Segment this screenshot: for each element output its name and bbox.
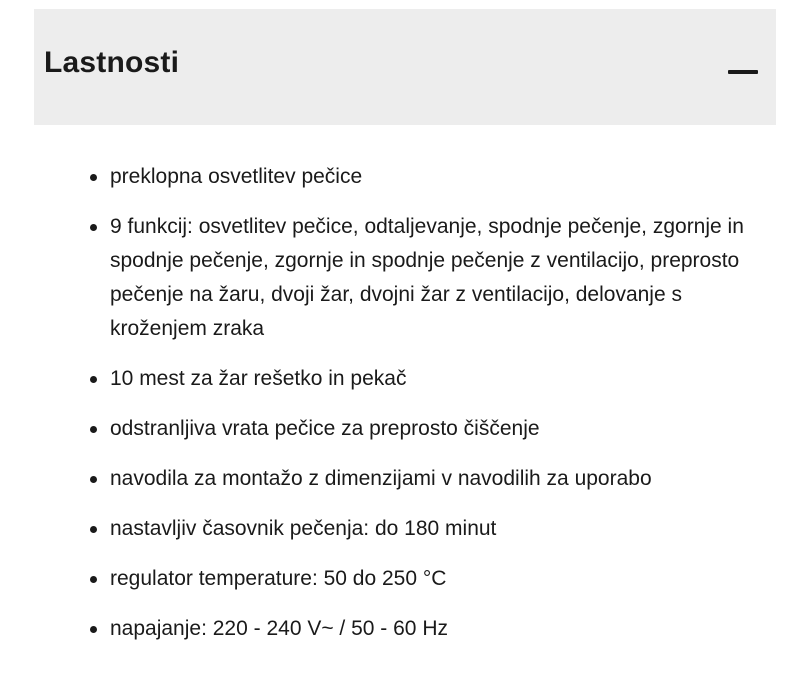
bullet-icon — [90, 626, 97, 633]
list-item — [88, 210, 768, 346]
minus-icon[interactable] — [728, 70, 758, 74]
list-item — [88, 562, 768, 596]
list-item — [88, 612, 768, 646]
features-list — [88, 160, 768, 662]
feature-text: regulator temperature: 50 do 250 °C — [110, 567, 447, 590]
properties-accordion — [34, 9, 776, 125]
bullet-icon — [90, 376, 97, 383]
bullet-icon — [90, 526, 97, 533]
list-item — [88, 512, 768, 546]
feature-text: napajanje: 220 - 240 V~ / 50 - 60 Hz — [110, 617, 448, 640]
feature-text: odstranljiva vrata pečice za preprosto čiščenje — [110, 417, 540, 440]
list-item — [88, 412, 768, 446]
feature-text: 10 mest za žar rešetko in pekač — [110, 367, 407, 390]
bullet-icon — [90, 576, 97, 583]
bullet-icon — [90, 426, 97, 433]
bullet-icon — [90, 174, 97, 181]
list-item — [88, 462, 768, 496]
accordion-title: Lastnosti — [44, 46, 180, 79]
list-item — [88, 160, 768, 194]
list-item — [88, 362, 768, 396]
accordion-header[interactable] — [34, 9, 776, 125]
bullet-icon — [90, 224, 97, 231]
feature-text: preklopna osvetlitev pečice — [110, 165, 363, 188]
feature-text: nastavljiv časovnik pečenja: do 180 minut — [110, 517, 497, 540]
feature-text: navodila za montažo z dimenzijami v navodilih za uporabo — [110, 467, 652, 490]
feature-text: 9 funkcij: osvetlitev pečice, odtaljevanje, spodnje pečenje, zgornje in spodnje pečenje, zgornje in spodnje pečenje z ventilacijo, preprosto pečenje na žaru, dvoji žar, dvojni žar z ventilacijo, delovanje s kroženjem zraka — [110, 215, 744, 340]
bullet-icon — [90, 476, 97, 483]
